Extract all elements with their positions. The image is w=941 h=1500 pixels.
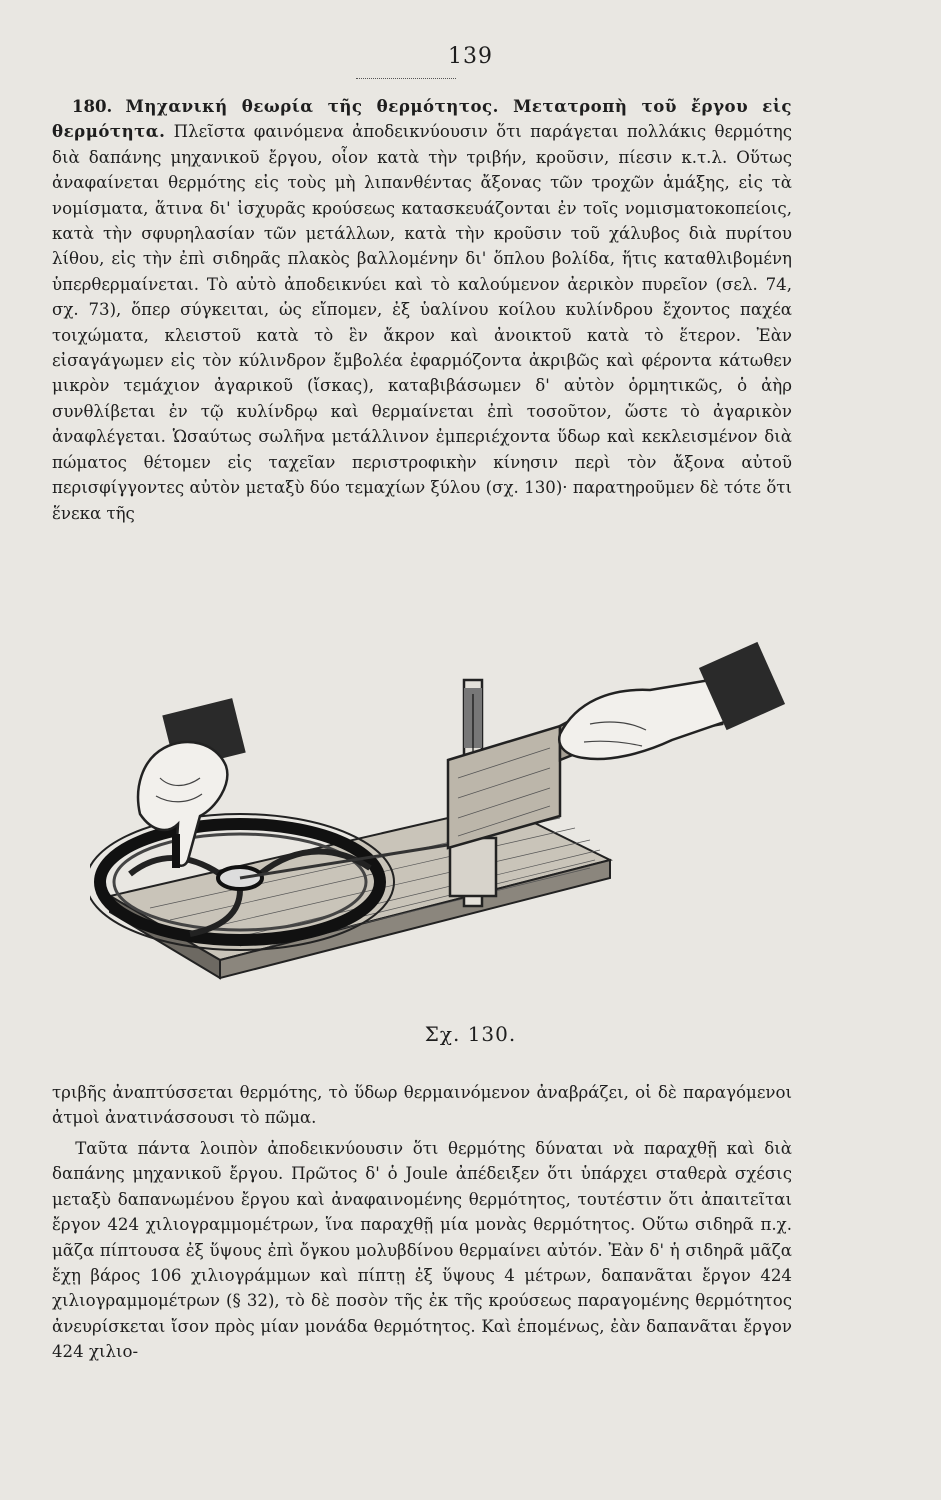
figure-caption: Σχ. 130.	[424, 1022, 517, 1046]
section-number: 180.	[71, 96, 113, 116]
section-body: Πλεῖστα φαινόμενα ἀποδεικνύουσιν ὅτι παράγεται πολλάκις θερμότης διὰ δαπάνης μηχανικοῦ ἔργου, οἷον κατὰ τὴν τριβήν, κροῦσιν, πίεσιν κ.τ.λ. Οὕτως ἀναφαίνεται θερμότης εἰς τοὺς μὴ λιπανθέντας ἄξονας τῶν τροχῶν ἁμάξης, εἰς τὰ νομίσματα, ἅτινα δι' ἰσχυρᾶς κρούσεως κατασκευάζονται ἐν τοῖς νομισματοκοπείοις, κατὰ τὴν σφυρηλασίαν τῶν μετάλλων, κατὰ τὴν κροῦσιν τοῦ χάλυβος διὰ πυρίτου λίθου, εἰς τὴν ἐπὶ σιδηρᾶς πλακὸς βαλλομένην δι' ὅπλου βολίδα, ἥτις καταθλιβομένη ὑπερθερμαίνεται. Τὸ αὐτὸ ἀποδεικνύει καὶ τὸ καλούμενον ἀερικὸν πυρεῖον (σελ. 74, σχ. 73), ὅπερ σύγκειται, ὡς εἴπομεν, ἐξ ὑαλίνου κοίλου κυλίνδρου ἔχοντος παχέα τοιχώματα, κλειστοῦ κατὰ τὸ ἓν ἄκρον καὶ ἀνοικτοῦ κατὰ τὸ ἕτερον. Ἐὰν εἰσαγάγωμεν εἰς τὸν κύλινδρον ἔμβολέα ἐφαρμόζοντα ἀκριβῶς καὶ φέροντα κάτωθεν μικρὸν τεμάχιον ἀγαρικοῦ (ἴσκας), καταβιβάσωμεν δ' αὐτὸν ὁρμητικῶς, ὁ ἀὴρ συνθλίβεται ἐν τῷ κυλίνδρῳ καὶ θερμαίνεται ἐπὶ τοσοῦτον, ὥστε τὸ ἀγαρικὸν ἀναφλέγεται. Ὡσαύτως σωλῆνα μετάλλινον ἐμπεριέχοντα ὕδωρ καὶ κεκλεισμένον διὰ πώματος θέτομεν εἰς ταχεῖαν περιστροφικὴν κίνησιν περὶ τὸν ἄξονα αὐτοῦ περισφίγγοντες αὐτὸν μεταξὺ δύο τεμαχίων ξύλου (σχ. 130)· παρατηροῦμεν δὲ τότε ὅτι ἕνεκα τῆς	[52, 122, 792, 523]
joule-paragraph	[52, 1136, 792, 1365]
continuation-paragraph	[52, 1080, 792, 1131]
continuation-text: τριβῆς ἀναπτύσσεται θερμότης, τὸ ὕδωρ θερμαινόμενον ἀναβράζει, οἱ δὲ παραγόμενοι ἀτμοὶ ἀνατινάσσουσι τὸ πῶμα.	[52, 1083, 792, 1128]
left-hand	[138, 698, 246, 868]
joule-text: Ταῦτα πάντα λοιπὸν ἀποδεικνύουσιν ὅτι θερμότης δύναται νὰ παραχθῇ καὶ διὰ δαπάνης μηχανικοῦ ἔργου. Πρῶτος δ' ὁ Joule ἀπέδειξεν ὅτι ὑπάρχει σταθερὰ σχέσις μεταξὺ δαπανωμένου ἔργου καὶ ἀναφαινομένης θερμότητος, τουτέστιν ὅτι ἀπαιτεῖται ἔργον 424 χιλιογραμμομέτρων, ἵνα παραχθῇ μία μονὰς θερμότητος. Οὕτω σιδηρᾶ π.χ. μᾶζα πίπτουσα ἐξ ὕψους ἐπὶ ὄγκου μολυβδίνου θερμαίνει αὐτόν. Ἐὰν δ' ἡ σιδηρᾶ μᾶζα ἔχῃ βάρος 106 χιλιογράμμων καὶ πίπτῃ ἐξ ὕψους 4 μέτρων, δαπανᾶται ἔργον 424 χιλιογραμμομέτρων (§ 32), τὸ δὲ ποσὸν τῆς ἐκ τῆς κρούσεως παραγομένης θερμότητος ἀνευρίσκεται ἴσον πρὸς μίαν μονάδα θερμότητος. Καὶ ἑπομένως, ἐὰν δαπανᾶται ἔργον 424 χιλιο-	[52, 1139, 792, 1362]
figure-130-illustration	[90, 628, 810, 988]
header-rule	[356, 78, 456, 79]
page-number: 139	[448, 44, 493, 69]
section-180-paragraph	[52, 94, 792, 526]
right-hand	[559, 642, 785, 759]
section-heading: Μηχανική θεωρία τῆς θερμότητος. Μετατροπὴ τοῦ ἔργου εἰς θερμότητα.	[52, 96, 792, 142]
